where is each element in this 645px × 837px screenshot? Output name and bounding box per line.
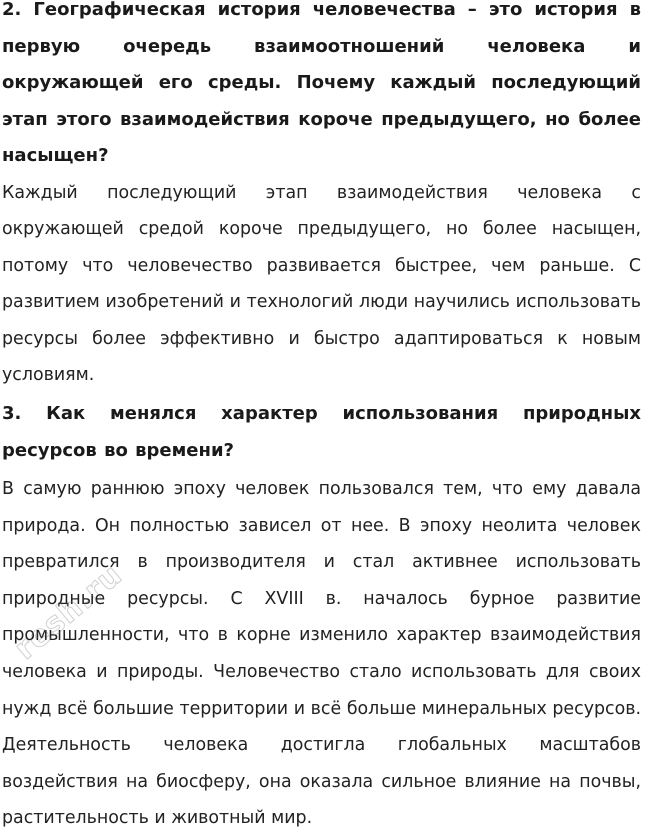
watermark-text: resh.ru: [8, 557, 130, 667]
question-3-heading: 3. Как менялся характер использования природных ресурсов во времени?: [2, 403, 641, 461]
question-2-heading: 2. Географическая история человечества – это история в первую очередь взаимоотношений человека и окружающей его среды. Почему каждый последующий этап этого взаимодействия короче предыдущего, но более насыщен?: [2, 0, 641, 166]
answer-2-text: Каждый последующий этап взаимодействия человека с окружающей средой короче предыдущего, но более насыщен, потому что человечество развивается быстрее, чем раньше. С развитием изобретений и технологий люди научились использовать ресурсы более эффективно и быстро адаптироваться к новым условиям.: [2, 182, 641, 386]
answer-3-text: В самую раннюю эпоху человек пользовался тем, что ему давала природа. Он полностью зависел от нее. В эпоху неолита человек превратился в производителя и стал активнее использовать природные ресурсы. С XVIII в. началось бурное развитие промышленности, что в корне изменило характер взаимодействия человека и природы. Человечество стало использовать для своих нужд всё большие территории и всё больше минеральных ресурсов. Деятельность человека достигла глобальных масштабов воздействия на биосферу, она оказала сильное влияние на почвы, растительность и животный мир.: [2, 479, 641, 829]
